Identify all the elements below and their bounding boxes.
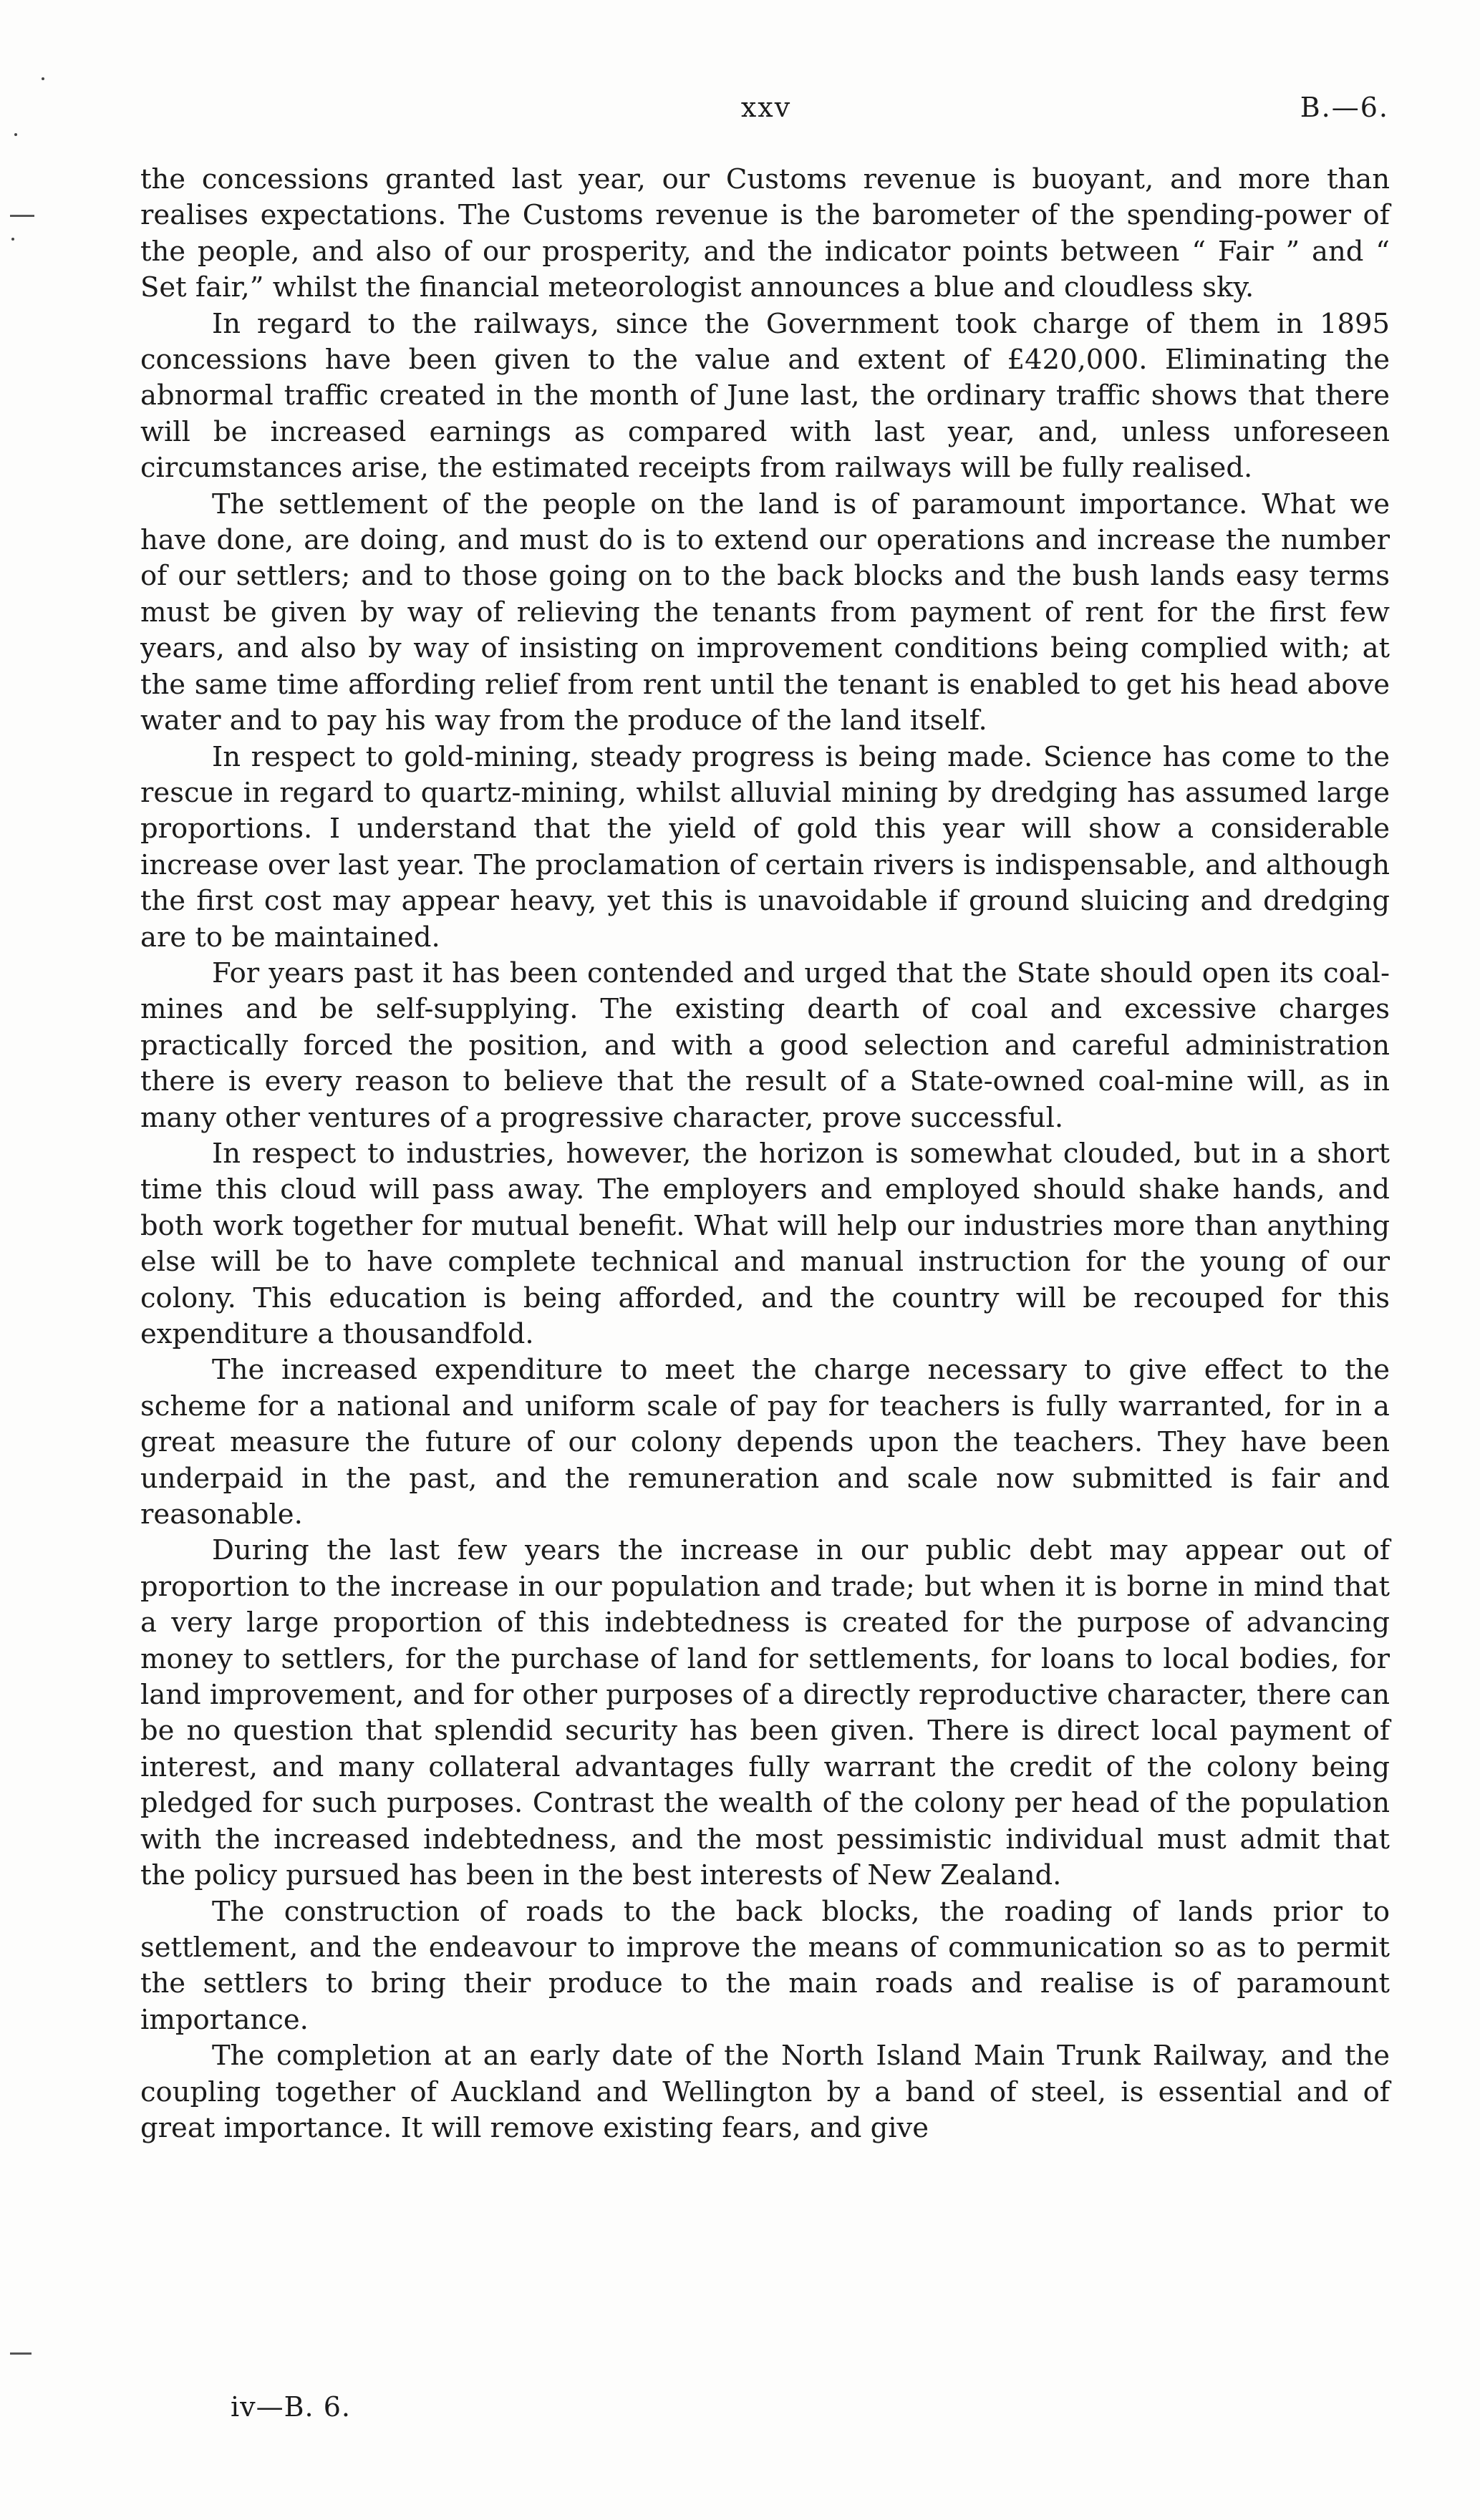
- page-header: [143, 92, 1389, 135]
- paragraph-gold-mining: In respect to gold-mining, steady progress is being made. Science has come to the rescue in regard to quartz-mining, whilst alluvial mining by dredging has assumed large proportions. I understand that the yield of gold this year will show a considerable increase over last year. The proclamation of certain rivers is indispensable, and although the first cost may appear heavy, yet this is unavoidable if ground sluicing and dredging are to be maintained.: [140, 740, 1390, 954]
- paragraph-coal-mines: For years past it has been contended and urged that the State should open its coal-mines and be self-supplying. The existing dearth of coal and excessive charges practically forced the position, and with a good selection and careful administration there is every reason to believe that the result of a State-owned coal-mine will, as in many other ventures of a progressive character, prove successful.: [140, 956, 1390, 1134]
- scan-speck: [14, 133, 17, 136]
- page-number: xxv: [740, 92, 792, 123]
- paragraph-customs-continued: the concessions granted last year, our Customs revenue is buoyant, and more than realises expectations. The Customs revenue is the barometer of the spending-power of the people, and also of our prosperity, and the indicator points between “ Fair ” and “ Set fair,” whilst the financial meteorologist announces a blue and cloudless sky.: [140, 163, 1390, 304]
- document-reference: B.—6.: [1300, 92, 1389, 123]
- paragraph-roads: The construction of roads to the back blocks, the roading of lands prior to settlement, and the endeavour to improve the means of communication so as to permit the settlers to bring their produce to the main roads and realise is of paramount importance.: [140, 1895, 1390, 2036]
- paragraph-railways: In regard to the railways, since the Government took charge of them in 1895 concessions have been given to the value and extent of £420,000. Eliminating the abnormal traffic created in the month of June last, the ordinary traffic shows that there will be increased earnings as compared with last year, and, unless unforeseen circumstances arise, the estimated receipts from railways will be fully realised.: [140, 307, 1390, 485]
- paragraph-main-trunk-railway: The completion at an early date of the North Island Main Trunk Railway, and the coupling together of Auckland and Wellington by a band of steel, is essential and of great importance. It will remove existing fears, and give: [140, 2040, 1390, 2144]
- scan-speck: [11, 238, 14, 241]
- body-text: [140, 162, 1390, 2146]
- paragraph-teachers-pay: The increased expenditure to meet the charge necessary to give effect to the scheme for a national and uniform scale of pay for teachers is fully warranted, for in a great measure the future of our colony depends upon the teachers. They have been underpaid in the past, and the remuneration and scale now submitted is fair and reasonable.: [140, 1354, 1390, 1531]
- margin-dash: [10, 2352, 32, 2355]
- scan-speck: [42, 77, 44, 80]
- paragraph-industries: In respect to industries, however, the horizon is somewhat clouded, but in a short time this cloud will pass away. The employers and employed should shake hands, and both work together for mutual benefit. What will help our industries more than anything else will be to have complete technical and manual instruction for the young of our colony. This education is being afforded, and the country will be recouped for this expenditure a thousandfold.: [140, 1137, 1390, 1350]
- signature-mark: iv—B. 6.: [231, 2391, 351, 2423]
- paragraph-land-settlement: The settlement of the people on the land is of paramount importance. What we have done, are doing, and must do is to extend our operations and increase the number of our settlers; and to those going on to the back blocks and the bush lands easy terms must be given by way of relieving the tenants from payment of rent for the first few years, and also by way of insisting on improvement conditions being complied with; at the same time affording relief from rent until the tenant is enabled to get his head above water and to pay his way from the produce of the land itself.: [140, 488, 1390, 737]
- margin-dash: [10, 215, 34, 217]
- paragraph-public-debt: During the last few years the increase in our public debt may appear out of proportion to the increase in our population and trade; but when it is borne in mind that a very large proportion of this indebtedness is created for the purpose of advancing money to settlers, for the purchase of land for settlements, for loans to local bodies, for land improvement, and for other purposes of a directly reproductive character, there can be no question that splendid security has been given. There is direct local payment of interest, and many collateral advantages fully warrant the credit of the colony being pledged for such purposes. Contrast the wealth of the colony per head of the population with the increased indebtedness, and the most pessimistic individual must admit that the policy pursued has been in the best interests of New Zealand.: [140, 1534, 1390, 1892]
